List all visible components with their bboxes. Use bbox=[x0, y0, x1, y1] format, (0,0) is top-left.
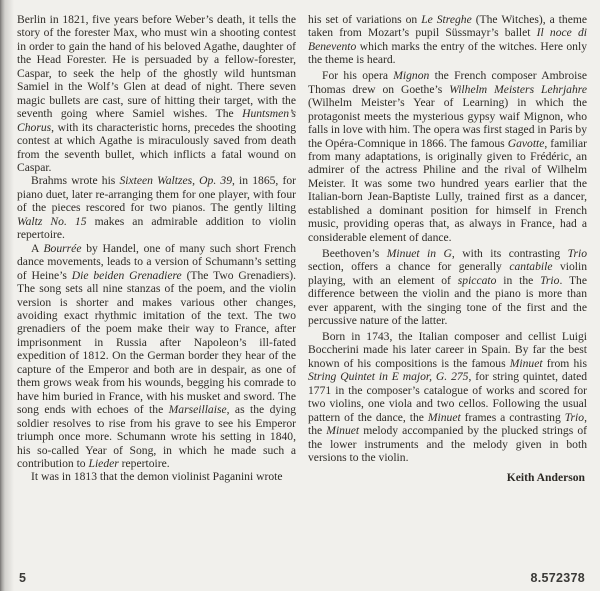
page-footer bbox=[0, 571, 600, 585]
left-column bbox=[17, 13, 296, 485]
paragraph: Born in 1743, the Italian composer and cellist Luigi Boccherini made his later career in Spain. By far the best known of his compositions is the famous Minuet from his String Quintet in E major, G. 275, for string quintet, dated 1771 in the composer’s catalogue of works and scored for two violins, one viola and two cellos. Following the usual pattern of the dance, the Minuet frames a contrasting Trio, the Minuet melody accompanied by the plucked strings of the lower instruments and the melody given in both versions to the violin. bbox=[308, 329, 588, 464]
paragraph: his set of variations on Le Streghe (The Witches), a theme taken from Mozart’s pupil Süssmayr’s ballet Il noce di Benevento which marks the entry of the witches. Here only the theme is heard. bbox=[308, 13, 588, 67]
page-number: 5 bbox=[19, 571, 27, 585]
paragraph: For his opera Mignon the French composer Ambroise Thomas drew on Goethe’s Wilhelm Meisters Lehrjahre (Wilhelm Meister’s Year of Learning) in which the protagonist meets the mysterious gypsy waif Mignon, who falls in love with him. The opera was first staged in Paris by the Opéra-Comnique in 1866. The famous Gavotte, familiar from many adaptations, is originally given to Frédéric, an admirer of the actress Philine and the rival of Wilhelm Meister. It was some two hundred years earlier that the Italian-born Jean-Baptiste Lully, trained first as a dancer, established a dominant position for himself in French music, providing operas that, as always in France, had a considerable element of dance. bbox=[308, 69, 587, 244]
author-byline: Keith Anderson bbox=[506, 471, 585, 485]
paragraph: Beethoven’s Minuet in G, with its contrasting Trio section, offers a chance for generally cantabile violin playing, with an element of spiccato in the Trio. The difference between the violin and the piano is more than ever apparent, with the singing tone of the first and the percussive nature of the latter. bbox=[308, 246, 588, 327]
catalog-number: 8.572378 bbox=[530, 571, 585, 585]
text-columns bbox=[17, 13, 588, 485]
paragraph: Brahms wrote his Sixteen Waltzes, Op. 39, in 1865, for piano duet, later re-arranging them for one player, with four of the pieces rescored for two pianos. The gently lilting Waltz No. 15 makes an admirable addition to violin repertoire. bbox=[17, 174, 296, 242]
paragraph: A Bourrée by Handel, one of many such short French dance movements, leads to a version of Schumann’s setting of Heine’s Die beiden Grenadiere (The Two Grenadiers). The song sets all nine stanzas of the poem, and the violin version is shorter and makes various other changes, avoiding exact rhythmic imitation of the text. The two grenadiers of the poem make their way to France, after imprisonment in Russia after Napoleon’s ill-fated expedition of 1812. On the German border they hear of the capture of the Emperor and both are in despair, as one of them grows weak from his wounds, begging his comrade to have him buried in France, with his musket and sword. The song ends with echoes of the Marseillaise, as the dying soldier resolves to rise from his grave to see his Emperor triumph once more. Schumann wrote his setting in 1840, his so-called Year of Song, in which he made such a contribution to Lieder repertoire. bbox=[17, 241, 297, 470]
scan-edge-shadow bbox=[0, 0, 14, 591]
paragraph: It was in 1813 that the demon violinist Paganini wrote bbox=[31, 470, 283, 484]
paragraph: Berlin in 1821, five years before Weber’s death, it tells the story of the forester Max, who must win a shooting contest in order to gain the hand of his beloved Agathe, daughter of the Head Forester. He is persuaded by a fellow-forester, Caspar, to seek the help of the ghostly wild huntsman Samiel in the Wolf’s Glen at dead of night. There seven magic bullets are cast, sure of hitting their target, with the seventh going where Samiel wishes. The Huntsmen’s Chorus, with its characteristic horns, precedes the shooting contest at which Agathe is miraculously saved from death from the seventh bullet, which inflicts a fatal wound on Caspar. bbox=[17, 13, 296, 174]
right-column bbox=[308, 13, 587, 485]
